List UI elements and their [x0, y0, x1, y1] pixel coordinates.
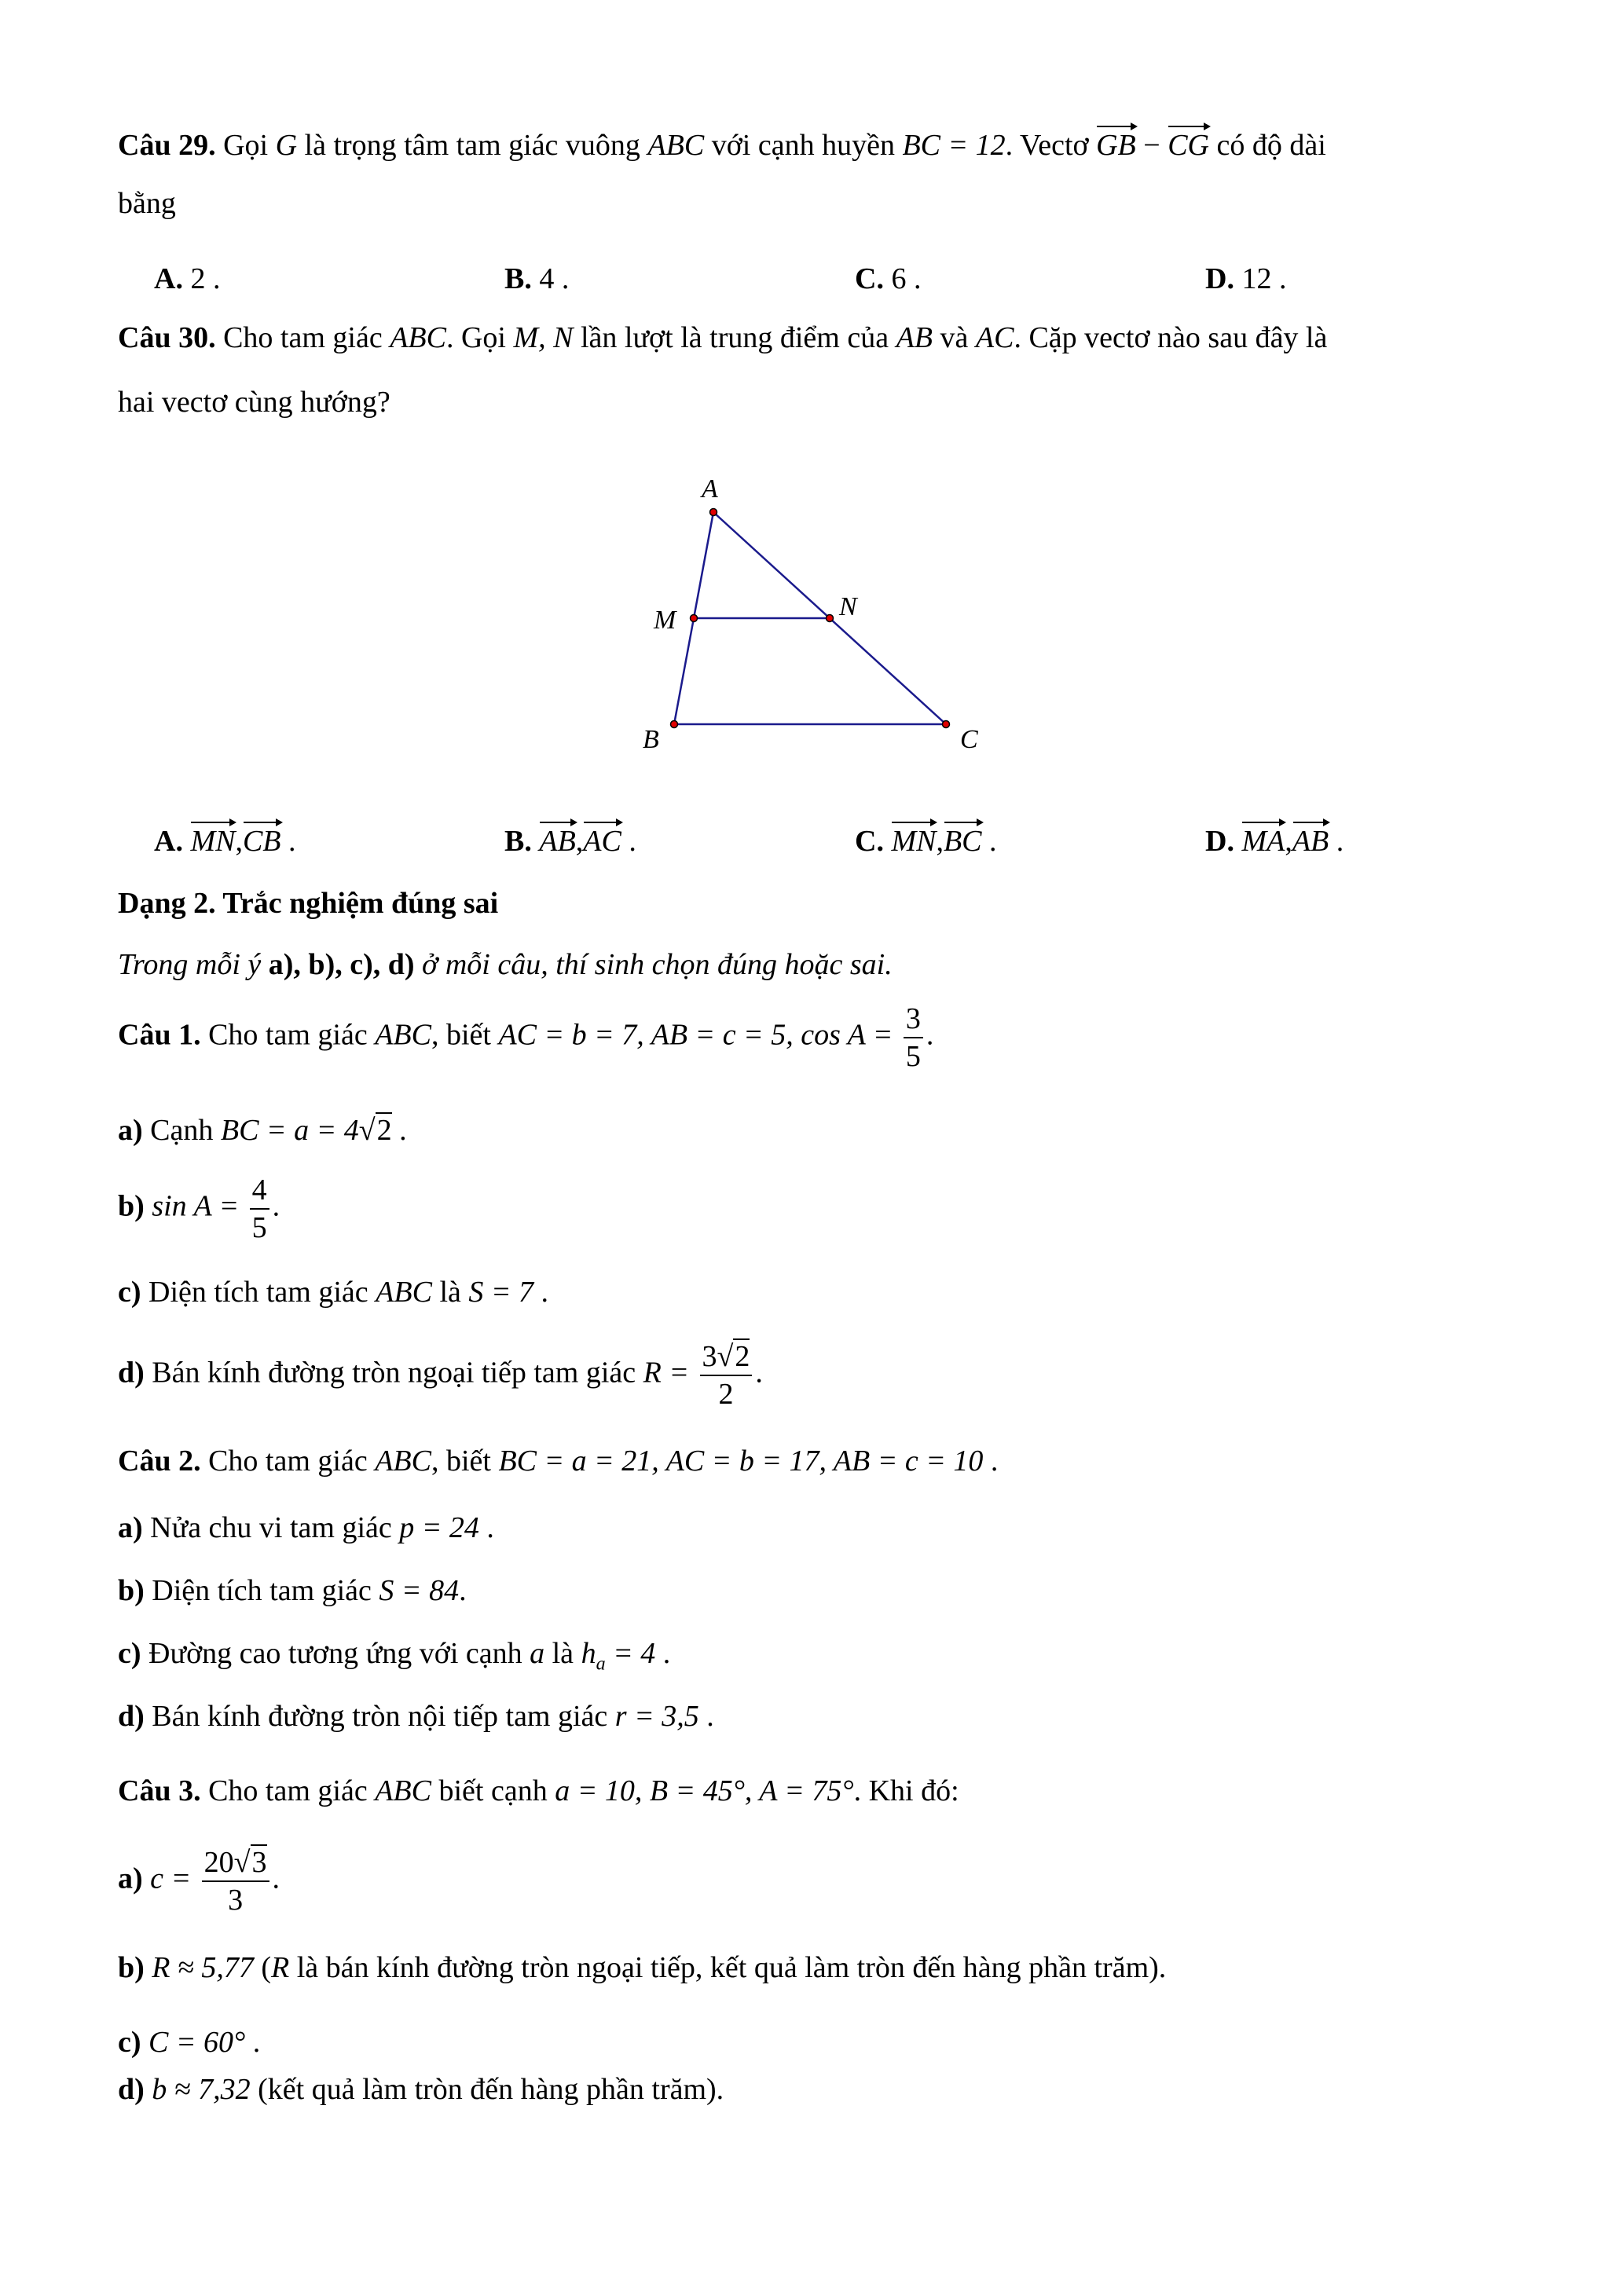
- q29-option-a[interactable]: A. 2 .: [154, 262, 221, 295]
- section-instructions: Trong mỗi ý a), b), c), d) ở mỗi câu, thí sinh chọn đúng hoặc sai.: [118, 948, 893, 981]
- label-a: A: [702, 474, 718, 504]
- c3-statement-a[interactable]: a) c = $\frac{20√3}{3}$ .: [118, 1846, 280, 1917]
- c2-statement-c[interactable]: c) Đường cao tương ứng với cạnh a là $h_a = 4$ .: [118, 1637, 671, 1675]
- vector-cg: CG: [1168, 129, 1209, 162]
- section-title: Dạng 2. Trắc nghiệm đúng sai: [118, 887, 499, 920]
- c3-statement-d[interactable]: d) b ≈ 7,32 (kết quả làm tròn đến hàng phần trăm).: [118, 2073, 724, 2106]
- triangle-figure: [613, 456, 1006, 770]
- point-a: [710, 509, 717, 516]
- sqrt: √2: [358, 1114, 392, 1147]
- q29-stem: Câu 29. Gọi G là trọng tâm tam giác vuông ABC với cạnh huyền BC = 12. Vectơ GB − CG có độ dài: [118, 129, 1326, 162]
- q29-label: Câu 29.: [118, 129, 216, 162]
- fraction: $\frac{20√3}{3}$: [202, 1847, 269, 1915]
- triangle-edges: [674, 512, 946, 724]
- c2-statement-a[interactable]: a) Nửa chu vi tam giác p = 24 .: [118, 1511, 494, 1544]
- point-m: [691, 615, 698, 622]
- q29-option-d[interactable]: D. 12 .: [1205, 262, 1287, 295]
- point-b: [671, 721, 678, 728]
- q29-option-b[interactable]: B. 4 .: [504, 262, 570, 295]
- c1-statement-c[interactable]: c) Diện tích tam giác ABC là S = 7 .: [118, 1276, 549, 1309]
- q30-label: Câu 30.: [118, 321, 216, 354]
- point-c: [943, 721, 950, 728]
- label-n: N: [839, 592, 857, 621]
- q30-option-b[interactable]: B. AB,AC .: [504, 825, 636, 858]
- q29-option-c[interactable]: C. 6 .: [855, 262, 922, 295]
- c2-stem: Câu 2. Cho tam giác ABC, biết BC = a = 21, AC = b = 17, AB = c = 10 .: [118, 1445, 999, 1478]
- q30-stem: Câu 30. Cho tam giác ABC. Gọi M, N lần lượt là trung điểm của AB và AC. Cặp vectơ nào sau đây là: [118, 321, 1328, 354]
- q30-option-c[interactable]: C. MN,BC .: [855, 825, 997, 858]
- c1-statement-a[interactable]: a) Cạnh BC = a = 4√2 .: [118, 1114, 407, 1147]
- q30-option-d[interactable]: D. MA,AB .: [1205, 825, 1344, 858]
- c3-statement-b[interactable]: b) R ≈ 5,77 (R là bán kính đường tròn ngoại tiếp, kết quả làm tròn đến hàng phần trăm).: [118, 1951, 1167, 1984]
- c2-statement-b[interactable]: b) Diện tích tam giác S = 84.: [118, 1574, 467, 1607]
- point-n: [827, 615, 834, 622]
- c2-statement-d[interactable]: d) Bán kính đường tròn nội tiếp tam giác r = 3,5 .: [118, 1700, 714, 1733]
- q30-stem-cont: hai vectơ cùng hướng?: [118, 386, 390, 419]
- label-b: B: [643, 725, 659, 754]
- c1-statement-d[interactable]: d) Bán kính đường tròn ngoại tiếp tam giác R = $\frac{3√2}{2}$ .: [118, 1340, 763, 1411]
- fraction: $\frac{3√2}{2}$: [700, 1342, 753, 1409]
- c1-stem: Câu 1. Cho tam giác ABC, biết AC = b = 7, AB = c = 5, cos A = $\frac{3}{5}$ .: [118, 1002, 934, 1073]
- c3-stem: Câu 3. Cho tam giác ABC biết cạnh a = 10, B = 45°, A = 75°. Khi đó:: [118, 1774, 959, 1807]
- q29-stem-cont: bằng: [118, 187, 176, 220]
- vector-gb: GB: [1096, 129, 1136, 162]
- fraction: $\frac{3}{5}$: [904, 1004, 923, 1071]
- q30-option-a[interactable]: A. MN,CB .: [154, 825, 296, 858]
- c3-statement-c[interactable]: c) C = 60° .: [118, 2026, 261, 2059]
- label-c: C: [960, 725, 978, 754]
- c1-statement-b[interactable]: b) sin A = $\frac{4}{5}$ .: [118, 1174, 280, 1244]
- label-m: M: [654, 606, 676, 635]
- fraction: $\frac{4}{5}$: [250, 1175, 269, 1243]
